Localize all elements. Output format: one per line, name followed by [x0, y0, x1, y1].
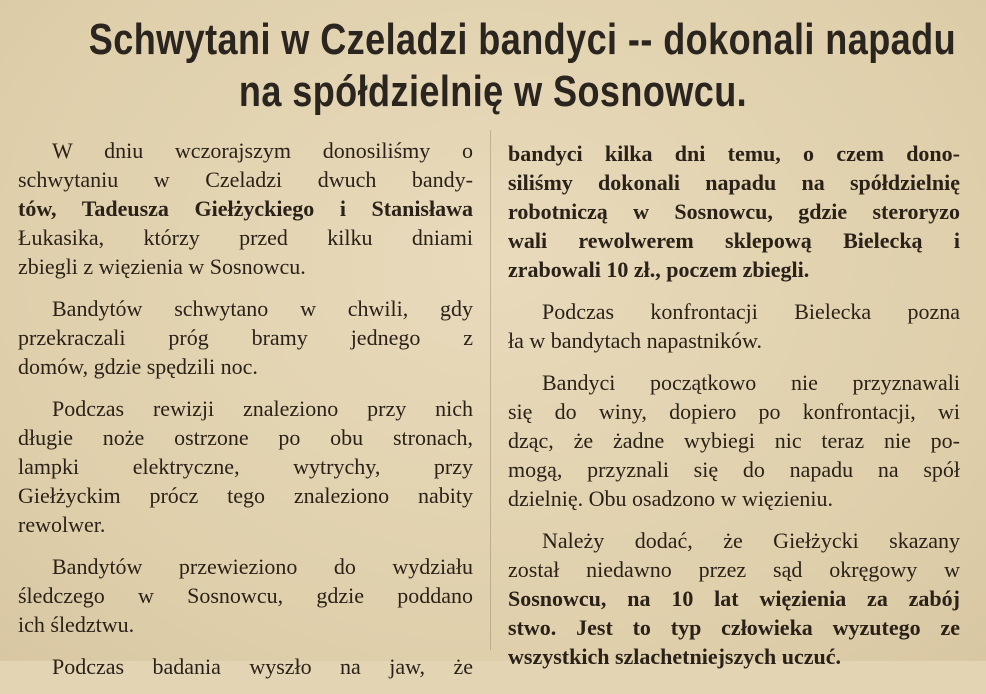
- text-line: lampki elektryczne, wytrychy, przy: [18, 454, 473, 479]
- text-line: Bandyci początkowo nie przyznawali: [542, 370, 960, 395]
- text-line: długie noże ostrzone po obu stronach,: [18, 425, 473, 450]
- text-line-bold: tów, Tadeusza Giełżyckiego i Stanisława: [18, 196, 473, 221]
- paragraph-arrest: [18, 136, 473, 281]
- left-column: [18, 136, 473, 694]
- text-line: W dniu wczorajszym donosiliśmy o: [52, 138, 473, 163]
- text-line: ła w bandytach napastników.: [508, 328, 762, 353]
- paragraph-confrontation: [508, 297, 960, 355]
- paragraph-transfer: [18, 552, 473, 639]
- text-line: Należy dodać, że Giełżycki skazany: [542, 528, 960, 553]
- article-headline: [88, 14, 957, 118]
- paragraph-confession: [508, 368, 960, 513]
- text-line: Bandytów przewieziono do wydziału: [52, 554, 473, 579]
- text-line: Bandytów schwytano w chwili, gdy: [52, 296, 473, 321]
- text-line: domów, gdzie spędzili noc.: [18, 354, 258, 379]
- paragraph-investigation: [18, 652, 473, 681]
- text-line: Giełżyckim prócz tego znaleziono nabity: [18, 483, 473, 508]
- text-line: Podczas rewizji znaleziono przy nich: [52, 396, 473, 421]
- text-line: zbiegli z więzienia w Sosnowcu.: [18, 254, 306, 279]
- text-line: śledczego w Sosnowcu, gdzie poddano: [18, 583, 473, 608]
- paragraph-robbery: [508, 139, 960, 284]
- text-line: Łukasika, którzy przed kilku dniami: [18, 225, 473, 250]
- text-line-bold: wszystkich szlachetniejszych uczuć.: [508, 644, 842, 669]
- text-line-bold: wali rewolwerem sklepową Bielecką i: [508, 228, 960, 253]
- text-line: mogą, przyznali się do napadu na spół: [508, 457, 960, 482]
- column-divider: [490, 130, 491, 650]
- text-line-bold: bandyci kilka dni temu, o czem dono-: [508, 141, 960, 166]
- text-line: Podczas badania wyszło na jaw, że: [52, 654, 473, 679]
- text-line: się do winy, dopiero po konfrontacji, wi: [508, 399, 960, 424]
- headline-line-2: na spółdzielnię w Sosnowcu.: [238, 67, 748, 116]
- text-line: dzielnię. Obu osadzono w więzieniu.: [508, 486, 834, 511]
- paragraph-sentence: [508, 526, 960, 671]
- text-line: Podczas konfrontacji Bielecka pozna: [542, 299, 960, 324]
- text-line-bold: robotniczą w Sosnowcu, gdzie steroryzo: [508, 199, 960, 224]
- headline-line-1: Schwytani w Czeladzi bandyci -- dokonali napadu: [88, 15, 957, 64]
- text-line: przekraczali próg bramy jednego z: [18, 325, 473, 350]
- text-line-bold: stwo. Jest to typ człowieka wyzutego ze: [508, 615, 960, 640]
- text-line: schwytaniu w Czeladzi dwuch bandy-: [18, 167, 473, 192]
- text-line: dząc, że żadne wybiegi nic teraz nie po-: [508, 428, 960, 453]
- text-line: ich śledztwu.: [18, 612, 135, 637]
- text-line-bold: zrabowali 10 zł., poczem zbiegli.: [508, 257, 810, 282]
- right-column: [508, 139, 960, 684]
- paragraph-capture: [18, 294, 473, 381]
- text-line: został niedawno przez sąd okręgowy w: [508, 557, 960, 582]
- text-line: rewolwer.: [18, 512, 106, 537]
- paragraph-search: [18, 394, 473, 539]
- text-line-bold: Sosnowcu, na 10 lat więzienia za zabój: [508, 586, 960, 611]
- text-line-bold: siliśmy dokonali napadu na spółdzielnię: [508, 170, 960, 195]
